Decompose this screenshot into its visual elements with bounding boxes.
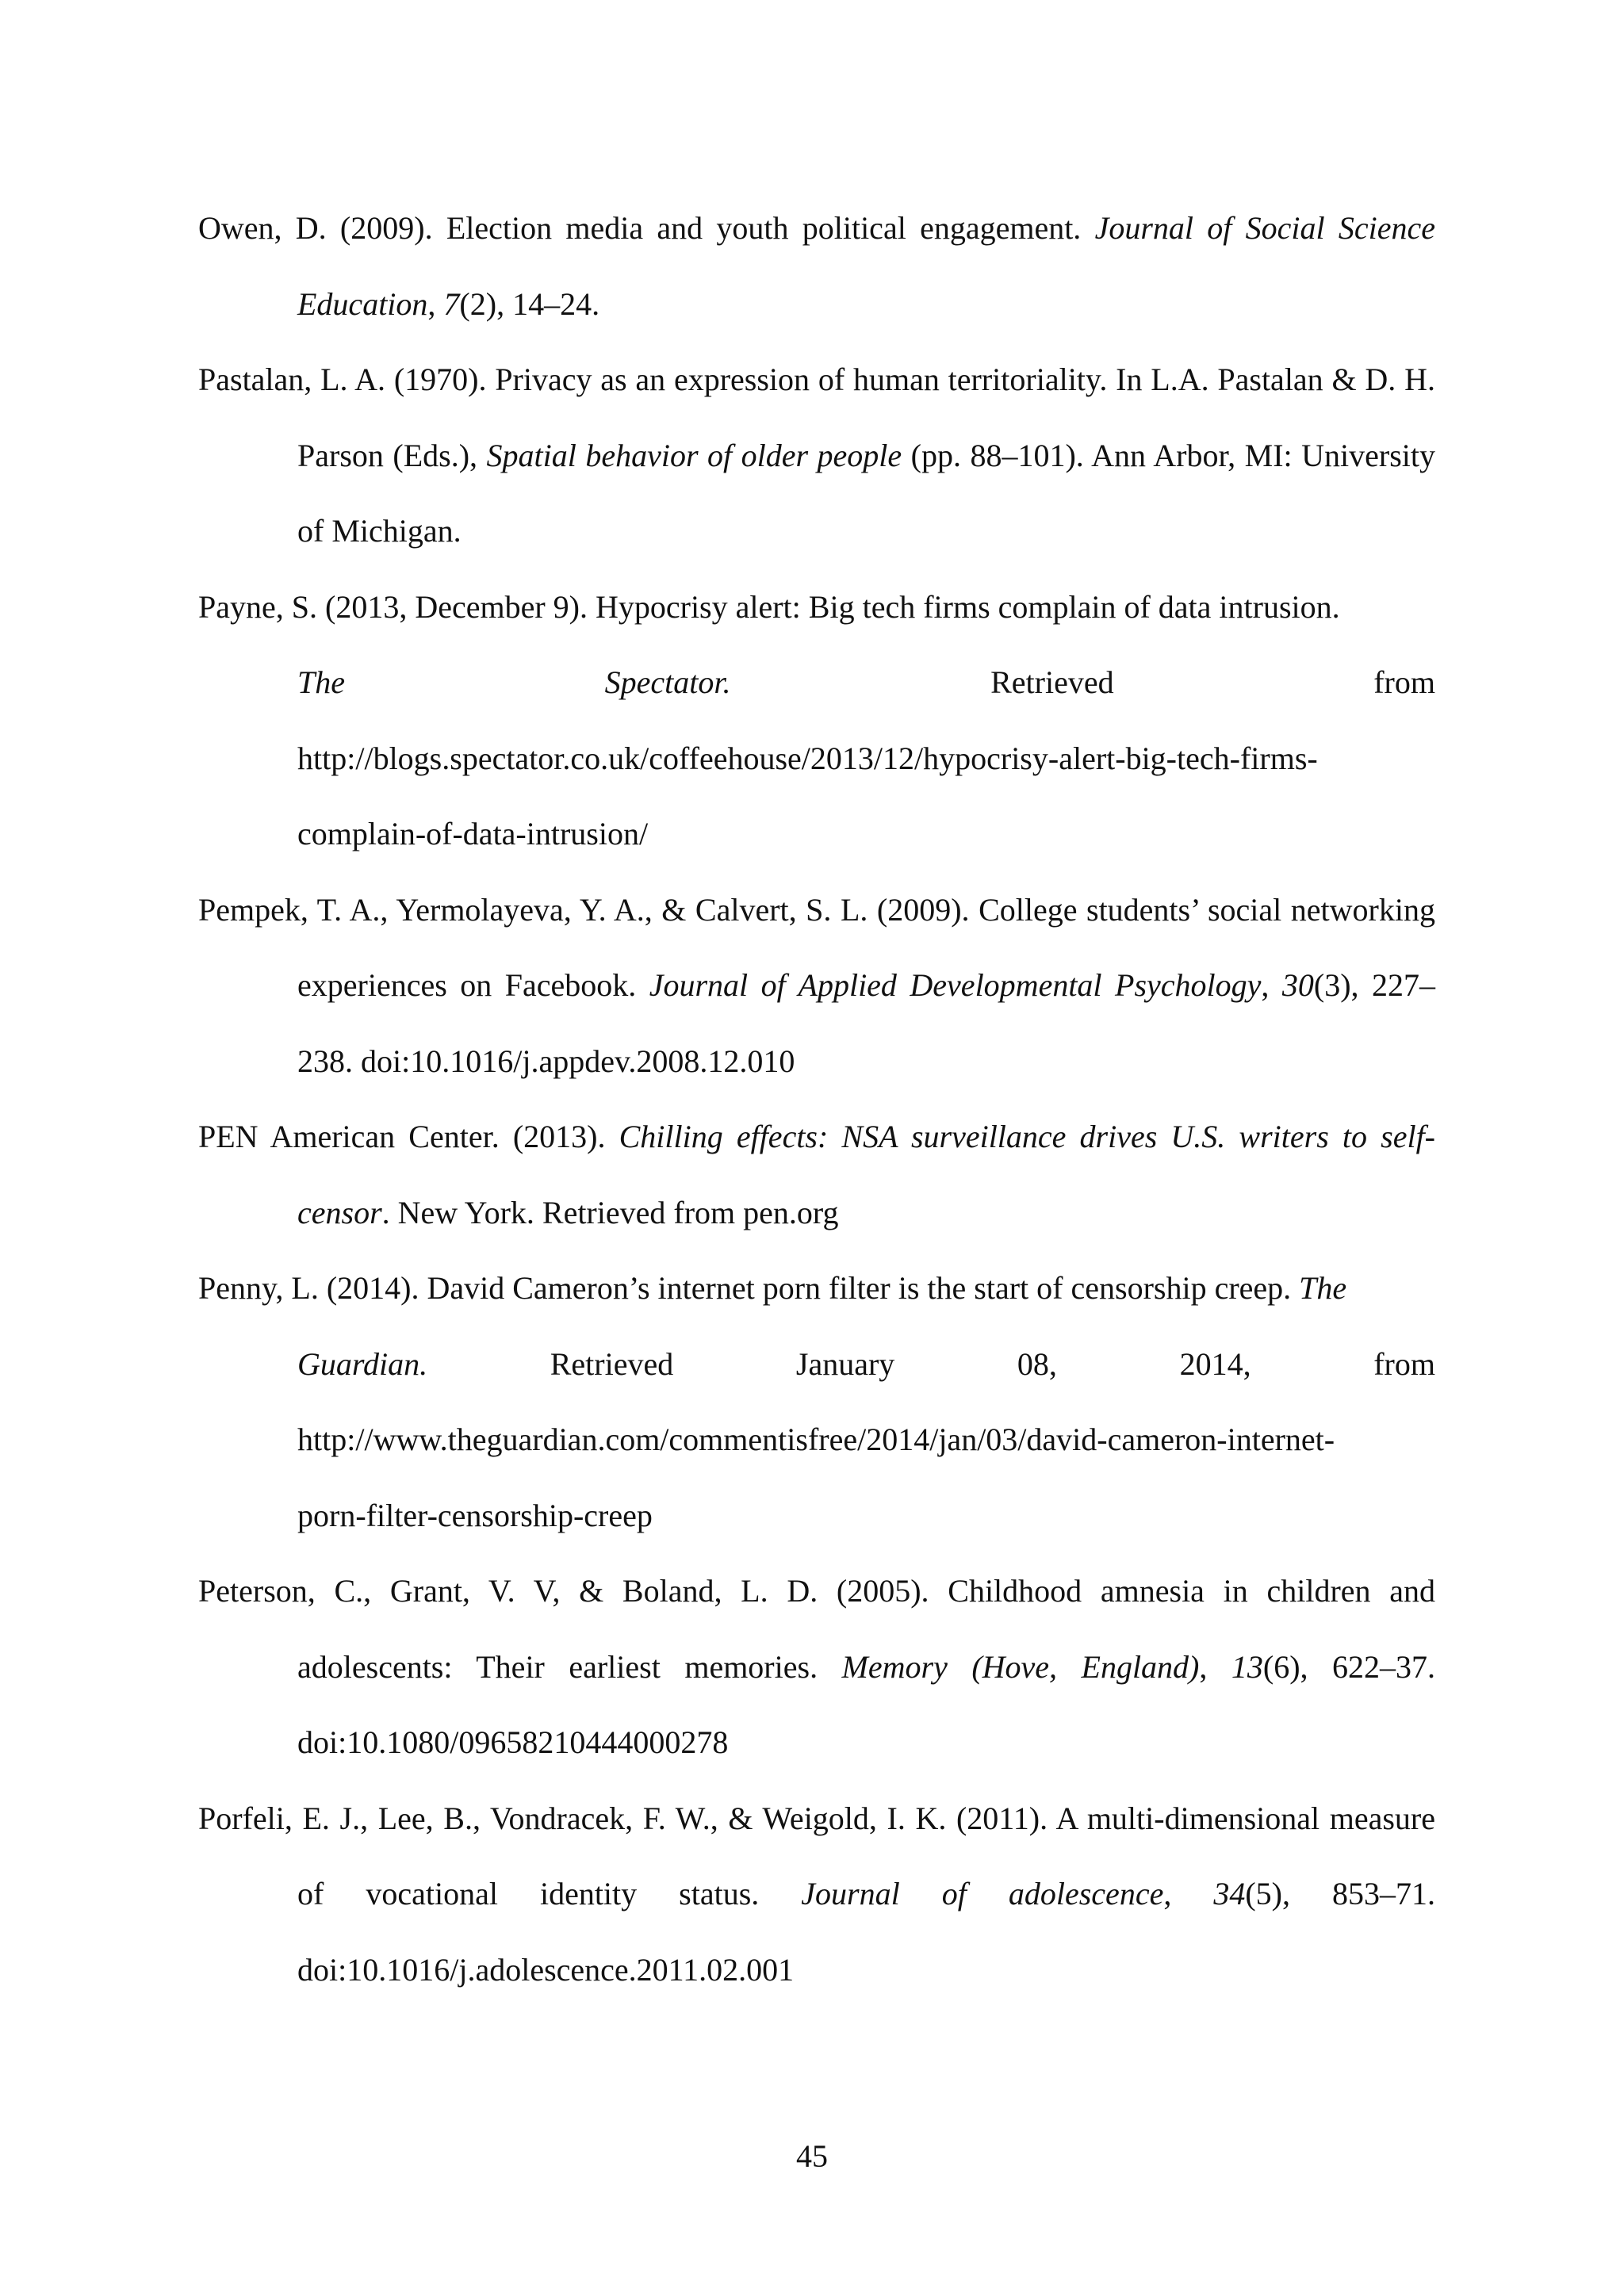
reference-text: Porfeli, E. J., Lee, B., Vondracek, F. W., & Weigold, I. K. (2011). A multi-dimensional measure of vocational identity status. xyxy=(198,1800,1435,1911)
reference-list xyxy=(198,190,1435,2007)
date-month: January xyxy=(795,1345,895,1382)
reference-text: Peterson, C., Grant, V. V, & Boland, L. D. (2005). Childhood amnesia in children and adolescents: Their earliest memories. xyxy=(198,1573,1435,1685)
date-day: 08, xyxy=(1017,1345,1057,1382)
spread-line xyxy=(297,645,1435,721)
publication-title: The xyxy=(297,664,345,700)
reference-text: (3), 227–238. doi:10.1016/j.appdev.2008.12.010 xyxy=(297,967,1436,1079)
url-link-continued[interactable]: complain-of-data-intrusion/ xyxy=(297,816,649,851)
volume: 30 xyxy=(1281,967,1314,1003)
url-link-continued[interactable]: porn-filter-censorship-creep xyxy=(297,1497,653,1533)
reference-text: Pastalan, L. A. (1970). Privacy as an expression of human territoriality. In L.A. Pastalan & D. H. Parson (Eds.), xyxy=(198,362,1435,473)
reference-text: (5), 853–71. doi:10.1016/j.adolescence.2011.02.001 xyxy=(297,1876,1435,1988)
reference-entry-porfeli: Porfeli, E. J., Lee, B., Vondracek, F. W., & Weigold, I. K. (2011). A multi-dimensional measure of vocational identity status. Journal of adolescence, 34(5), 853–71. doi:10.1016/j.adolescence.2011.02.001 xyxy=(198,1800,1435,1988)
reference-text: Penny, L. (2014). David Cameron’s internet porn filter is the start of censorship creep. xyxy=(198,1270,1300,1306)
reference-entry-pempek: Pempek, T. A., Yermolayeva, Y. A., & Calvert, S. L. (2009). College students’ social networking experiences on Facebook. Journal of Applied Developmental Psychology, 30(3), 227–238. doi:10.1016/j.appdev.2008.12.010 xyxy=(198,891,1436,1079)
reference-text: Pempek, T. A., Yermolayeva, Y. A., & Calvert, S. L. (2009). College students’ social networking experiences on Facebook. xyxy=(198,891,1435,1003)
volume: 34 xyxy=(1213,1876,1246,1911)
retrieved-label: Retrieved xyxy=(550,1345,674,1382)
issue-pages: (2), 14–24. xyxy=(459,285,600,322)
spread-line xyxy=(297,1326,1435,1402)
from-label: from xyxy=(1373,664,1435,700)
reference-text: (pp. 88–101). Ann Arbor, MI: University of Michigan. xyxy=(297,437,1436,549)
volume: 13 xyxy=(1231,1648,1263,1685)
publication-title: Guardian. xyxy=(297,1345,428,1382)
url-link[interactable]: http://blogs.spectator.co.uk/coffeehouse/2013/12/hypocrisy-alert-big-tech-firms- xyxy=(297,740,1318,776)
journal-title: Journal of Applied Developmental Psychology xyxy=(649,967,1262,1003)
reference-text: Owen, D. (2009). Election media and youth political engagement. xyxy=(198,210,1095,246)
reference-text: PEN American Center. (2013). xyxy=(198,1119,619,1154)
reference-entry-pen xyxy=(198,1099,1435,1250)
retrieved-label: Retrieved xyxy=(990,664,1114,700)
reference-entry-penny xyxy=(198,1250,1435,1553)
reference-entry-pastalan xyxy=(198,342,1435,569)
reference-entry-payne xyxy=(198,569,1435,872)
reference-entry-owen: Owen, D. (2009). Election media and youth political engagement. Journal of Social Science Education, 7(2), 14–24. xyxy=(198,210,1435,322)
page-number: 45 xyxy=(796,2138,828,2174)
reference-text: (6), 622–37. doi:10.1080/09658210444000278 xyxy=(297,1648,1435,1760)
date-year: 2014, xyxy=(1179,1345,1251,1382)
journal-title: Journal of adolescence xyxy=(801,1876,1164,1911)
reference-entry-peterson: Peterson, C., Grant, V. V, & Boland, L. D. (2005). Childhood amnesia in children and adolescents: Their earliest memories. Memory (Hove, England), 13(6), 622–37. doi:10.1080/09658210444000278 xyxy=(198,1573,1435,1760)
reference-text: . New York. Retrieved from pen.org xyxy=(381,1194,839,1230)
reference-text: Payne, S. (2013, December 9). Hypocrisy alert: Big tech firms complain of data intrusion. xyxy=(198,588,1340,625)
report-title: Chilling effects: NSA surveillance drives U.S. writers to self-censor xyxy=(297,1119,1435,1230)
publication-title: Spectator. xyxy=(604,664,731,700)
volume: 7 xyxy=(443,285,460,322)
publication-title: The xyxy=(1299,1270,1347,1306)
journal-title: Memory (Hove, England) xyxy=(841,1648,1200,1685)
url-link[interactable]: http://www.theguardian.com/commentisfree/2014/jan/03/david-cameron-internet- xyxy=(297,1422,1335,1457)
journal-title: Journal of Social Science Education xyxy=(297,210,1435,322)
from-label: from xyxy=(1373,1345,1435,1382)
book-title: Spatial behavior of older people xyxy=(486,437,902,473)
